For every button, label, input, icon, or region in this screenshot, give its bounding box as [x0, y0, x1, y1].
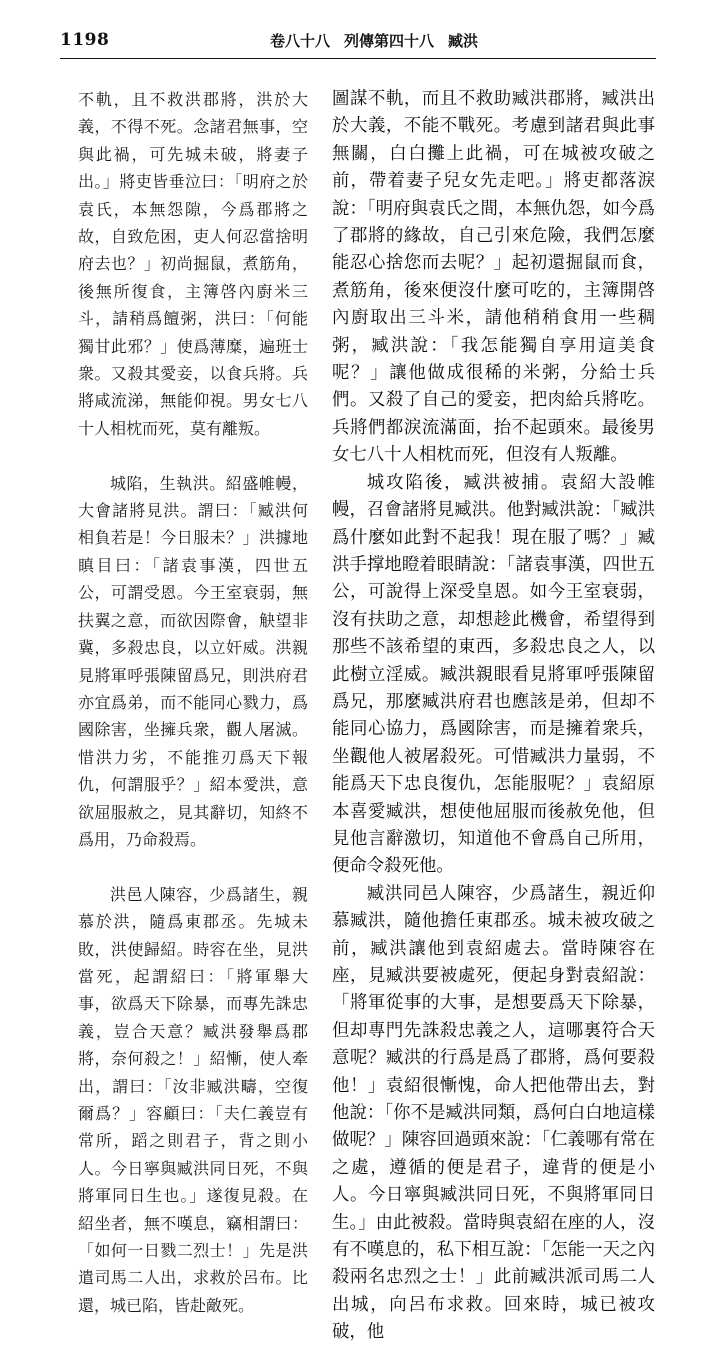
- translation-paragraph: 臧洪同邑人陳容，少爲諸生，親近仰慕臧洪，隨他擔任東郡丞。城未被攻破之前，臧洪讓他到袁紹處去。當時陳容在座，見臧洪要被處死，便起身對袁紹說：「將軍從事的大事，是想要爲天下除暴，但却專門先誅殺忠義之人，這哪裏符合天意呢？臧洪的行爲是爲了郡將，爲何要殺他！」袁紹很慚愧，命人把他帶出去，對他說：「你不是臧洪同類，爲何白白地這樣做呢？」陳容回過頭來說：「仁義哪有常在之處，遵循的便是君子，違背的便是小人。今日寧與臧洪同日死，不與將軍同日生。」由此被殺。當時與袁紹在座的人，沒有不嘆息的，私下相互說：「怎能一天之內殺兩名忠烈之士！」此前臧洪派司馬二人出城，向呂布求救。回來時，城已被攻破，他: [332, 883, 655, 1343]
- classical-text-column: [78, 86, 308, 1319]
- header-rule: [60, 58, 656, 59]
- page-header: [60, 22, 656, 62]
- translation-paragraph: 城攻陷後，臧洪被捕。袁紹大設帷幔，召會諸將見臧洪。他對臧洪說：「臧洪爲什麼如此對不起我！現在服了嗎？」臧洪手撑地瞪着眼睛說：「諸袁事漢，四世五公，可說得上深受皇恩。如今王室衰弱，沒有扶助之意，却想趁此機會，希望得到那些不該希望的東西，多殺忠良之人，以此樹立淫威。臧洪親眼看見將軍呼張陳留爲兄，那麼臧洪府君也應該是弟，但却不能同心協力，爲國除害，而是擁着衆兵，坐觀他人被屠殺死。可惜臧洪力量弱，不能爲天下忠良復仇，怎能服呢？」袁紹原本喜愛臧洪，想使他屈服而後赦免他，但見他言辭激切，知道他不會爲自己所用，便命令殺死他。: [332, 472, 655, 877]
- page-number: 1198: [60, 30, 110, 50]
- classical-paragraph: 城陷，生執洪。紹盛帷幔，大會諸將見洪。謂曰：「臧洪何相負若是！今日服未？」洪據地瞋目曰：「諸袁事漢，四世五公，可謂受恩。今王室衰弱，無扶翼之意，而欲因際會，觖望非冀，多殺忠良，以立奸威。洪親見將軍呼張陳留爲兄，則洪府君亦宜爲弟，而不能同心戮力，爲國除害，坐擁兵衆，觀人屠滅。惜洪力劣，不能推刃爲天下報仇，何謂服乎？」紹本愛洪，意欲屈服赦之，見其辭切，知終不爲用，乃命殺焉。: [78, 473, 308, 849]
- classical-paragraph: 洪邑人陳容，少爲諸生，親慕於洪，隨爲東郡丞。先城未敗，洪使歸紹。時容在坐，見洪當死，起謂紹曰：「將軍舉大事，欲爲天下除暴，而專先誅忠義，豈合天意？臧洪發舉爲郡將，奈何殺之！」紹慚，使人牽出，謂曰：「汝非臧洪疇，空復爾爲？」容顧曰：「夫仁義豈有常所，蹈之則君子，背之則小人。今日寧與臧洪同日死，不與將軍同日生也。」遂復見殺。在紹坐者，無不嘆息，竊相謂曰：「如何一日戮二烈士！」先是洪遣司馬二人出，求救於呂布。比還，城已陷，皆赴敵死。: [78, 884, 308, 1315]
- subject-label: 臧洪: [448, 32, 479, 50]
- translation-text-column: [332, 86, 655, 1347]
- chapter-label: 列傳第四十八: [344, 32, 435, 50]
- classical-paragraph: 不軌，且不救洪郡將，洪於大義，不得不死。念諸君無事，空與此禍，可先城未破，將妻子出。」將吏皆垂泣曰：「明府之於袁氏，本無怨隙，今爲郡將之故，自致危困，吏人何忍當捨明府去也？」初尚掘鼠，煮筋角，後無所復食，主簿啓內廚米三斗，請稍爲饘粥，洪曰：「何能獨甘此邪？」使爲薄糜，遍班士衆。又殺其愛妾，以食兵將。兵將咸流涕，無能仰視。男女七八十人相枕而死，莫有離叛。: [78, 90, 308, 438]
- running-head: [270, 30, 492, 51]
- translation-paragraph: 圖謀不軌，而且不救助臧洪郡將，臧洪出於大義，不能不戰死。考慮到諸君與此事無關，白白攤上此禍，可在城被攻破之前，帶着妻子兒女先走吧。」將吏都落淚說：「明府與袁氏之間，本無仇怨，如今爲了郡將的緣故，自己引來危險，我們怎麼能忍心捨您而去呢？」起初還掘鼠而食，煮筋角，後來便沒什麼可吃的，主簿開啓內廚取出三斗米，請他稍稍食用一些稠粥，臧洪說：「我怎能獨自享用這美食呢？」讓他做成很稀的米粥，分給士兵們。又殺了自己的愛妾，把肉給兵將吃。兵將們都淚流滿面，抬不起頭來。最後男女七八十人相枕而死，但沒有人叛離。: [332, 89, 655, 466]
- volume-label: 卷八十八: [270, 32, 331, 50]
